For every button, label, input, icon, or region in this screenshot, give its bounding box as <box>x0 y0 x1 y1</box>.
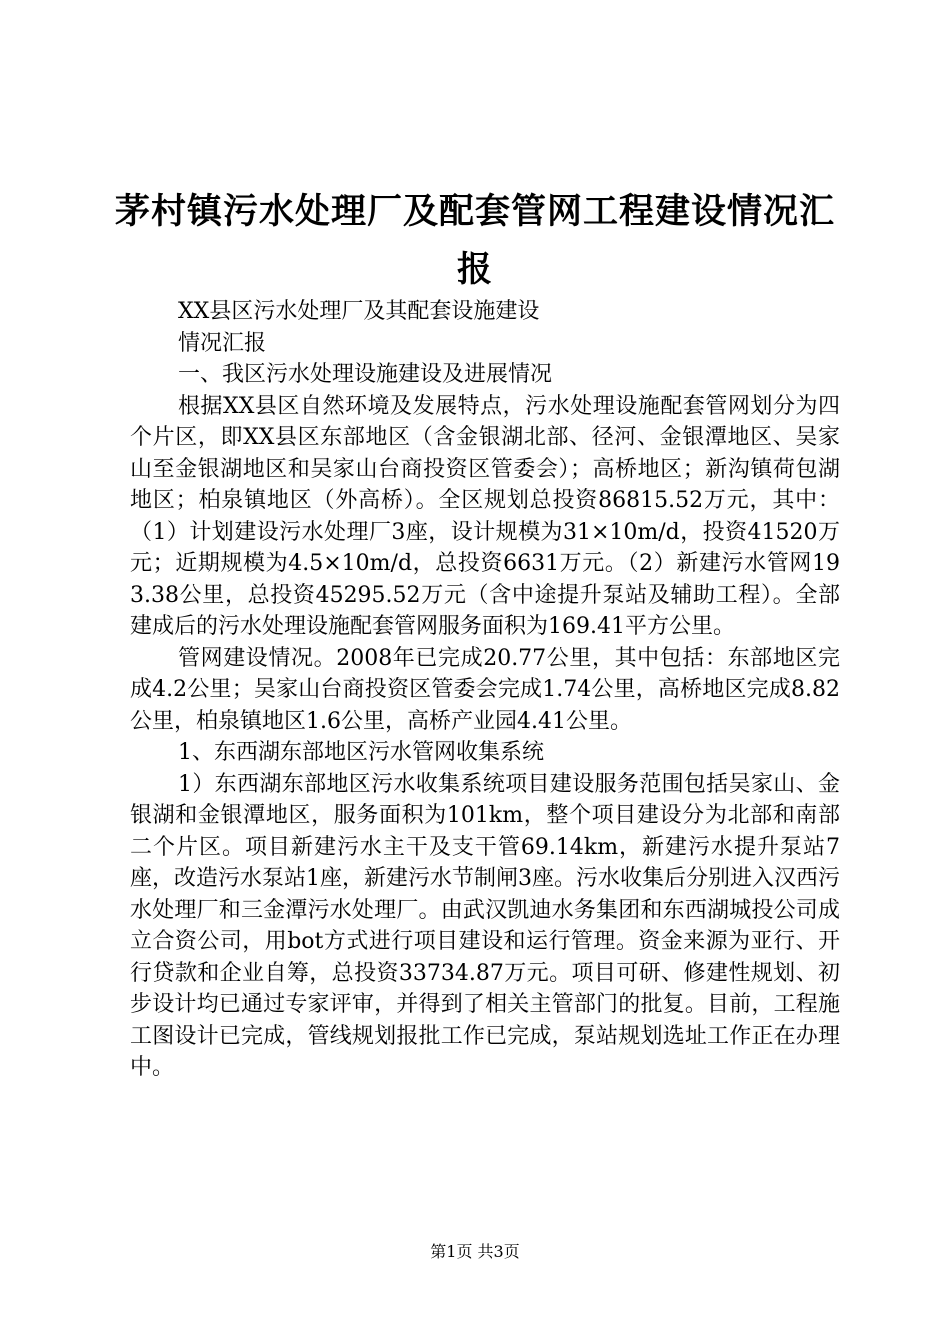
section-heading-1: 一、我区污水处理设施建设及进展情况 <box>178 362 553 387</box>
page-footer: 第1页 共3页 <box>430 1242 520 1261</box>
document-body <box>130 296 840 1084</box>
paragraph-subtitle-1: XX县区污水处理厂及其配套设施建设 <box>178 299 540 324</box>
paragraph-overview: 根据XX县区自然环境及发展特点，污水处理设施配套管网划分为四个片区，即XX县区东部地区（含金银湖北部、径河、金银潭地区、吴家山至金银湖地区和吴家山台商投资区管委会）；高桥地区；新沟镇荷包湖地区；柏泉镇地区（外高桥）。全区规划总投资86815.52万元，其中：（1）计划建设污水处理厂3座，设计规模为31×10m/d，投资41520万元；近期规模为4.5×10m/d，总投资6631万元。（2）新建污水管网193.38公里，总投资45295.52万元（含中途提升泵站及辅助工程）。全部建成后的污水处理设施配套管网服务面积为169.41平方公里。 <box>130 393 840 639</box>
document-title: 茅村镇污水处理厂及配套管网工程建设情况汇报 <box>114 192 835 290</box>
paragraph-east-system: 1）东西湖东部地区污水收集系统项目建设服务范围包括吴家山、金银湖和金银潭地区，服务面积为101km，整个项目建设分为北部和南部二个片区。项目新建污水主干及支干管69.14km，新建污水提升泵站7座，改造污水泵站1座，新建污水节制闸3座。污水收集后分别进入汉西污水处理厂和三金潭污水处理厂。由武汉凯迪水务集团和东西湖城投公司成立合资公司，用bot方式进行项目建设和运行管理。资金来源为亚行、开行贷款和企业自筹，总投资33734.87万元。项目可研、修建性规划、初步设计均已通过专家评审，并得到了相关主管部门的批复。目前，工程施工图设计已完成，管线规划报批工作已完成，泵站规划选址工作正在办理中。 <box>130 771 840 1080</box>
section-heading-2: 1、东西湖东部地区污水管网收集系统 <box>178 740 544 765</box>
paragraph-network-progress: 管网建设情况。2008年已完成20.77公里，其中包括：东部地区完成4.2公里；吴家山台商投资区管委会完成1.74公里，高桥地区完成8.82公里，柏泉镇地区1.6公里，高桥产业园4.41公里。 <box>130 645 840 734</box>
paragraph-subtitle-2: 情况汇报 <box>178 330 267 356</box>
